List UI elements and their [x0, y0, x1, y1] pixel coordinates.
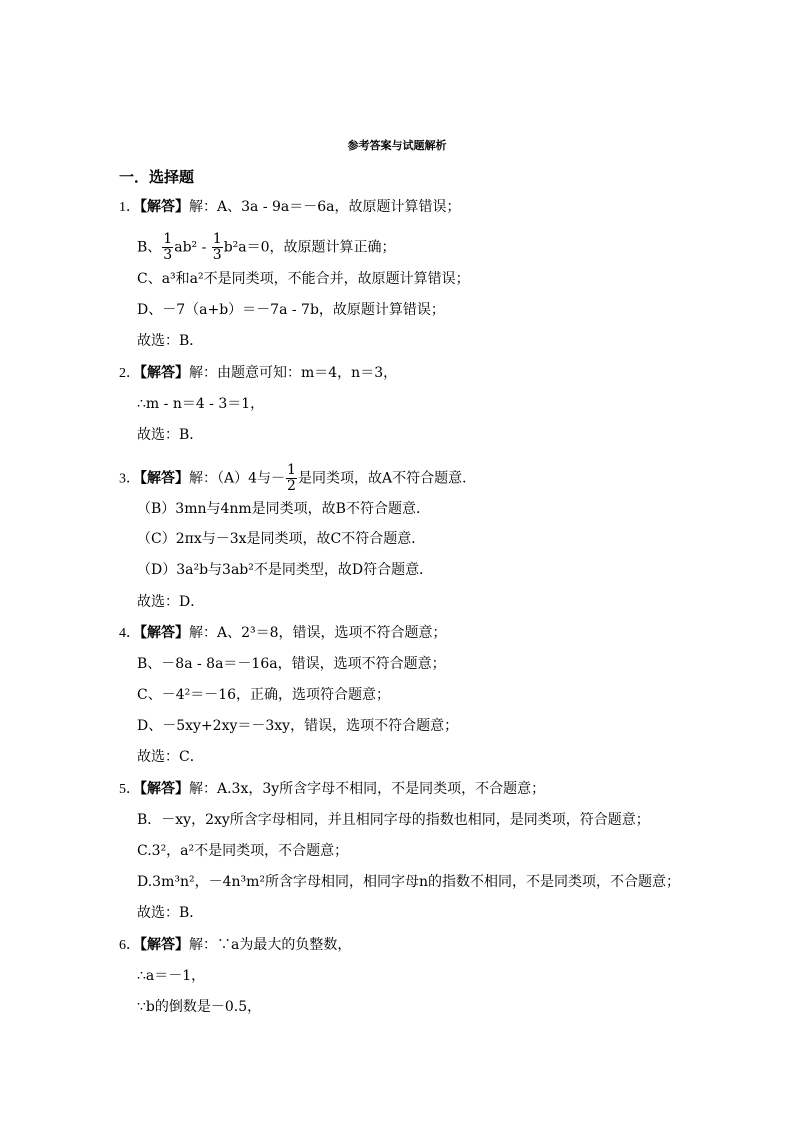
q3-line-5: 故选：D．: [137, 594, 205, 610]
q4-line-2: B、－8a - 8a＝－16a，错误，选项不符合题意；: [137, 656, 446, 672]
q1-line-4: D、－7（a+b）＝－7a - 7b，故原题计算错误；: [137, 302, 445, 318]
q4-line-1: 4．【解答】解：A、2³＝8，错误，选项不符合题意；: [119, 625, 447, 641]
q2-line-1: 2．【解答】解：由题意可知：m＝4，n＝3，: [119, 365, 398, 381]
q6-line-2: ∴a＝－1，: [137, 968, 206, 984]
answer-tag: 【解答】: [140, 781, 189, 797]
q6-line-1: 6．【解答】解：∵a为最大的负整数，: [119, 937, 352, 953]
answer-tag: 【解答】: [140, 470, 189, 487]
q5-line-1: 5．【解答】解：A.3x，3y所含字母不相同，不是同类项，不合题意；: [119, 781, 546, 797]
q1-line-3: C、a³和a²不是同类项，不能合并，故原题计算错误；: [137, 271, 470, 287]
q5-line-5: 故选：B．: [137, 905, 204, 921]
q1-line-1: 1．【解答】解：A、3a - 9a＝－6a，故原题计算错误；: [119, 199, 461, 215]
q1-line-5: 故选：B．: [137, 333, 204, 349]
q1-line-2: B、 $\frac{1}{3}$ ab² - $\frac{1}{3}$ b²a＝0，故原题计算正确；: [137, 231, 396, 263]
q5-line-4: D.3m³n²，－4n³m²所含字母相同，相同字母n的指数不相同，不是同类项，不合题意；: [137, 874, 681, 890]
q4-line-5: 故选：C．: [137, 749, 204, 765]
fraction: $\frac{1}{3}$: [212, 231, 222, 263]
q3-line-3: （C）2πx与－3x是同类项，故C不符合题意．: [137, 531, 426, 547]
q3-line-2: （B）3mn与4nm是同类项，故B不符合题意．: [137, 501, 430, 517]
q4-line-3: C、－4²＝－16，正确，选项符合题意；: [137, 687, 391, 703]
q2-line-3: 故选：B．: [137, 427, 204, 443]
fraction: $\frac{1}{3}$: [163, 231, 173, 263]
page-title: 参考答案与试题解析: [347, 139, 447, 152]
answer-tag: 【解答】: [140, 937, 189, 953]
q3-line-1: 3．【解答】解：（A）4与－ $\frac{1}{2}$ 是同类项，故A不符合题意．: [119, 462, 477, 494]
answer-tag: 【解答】: [140, 625, 189, 641]
fraction: $\frac{1}{2}$: [287, 462, 296, 494]
answer-tag: 【解答】: [140, 365, 189, 381]
q3-line-4: （D）3a²b与3ab²不是同类型，故D符合题意．: [137, 562, 434, 578]
section-heading: 一．选择题: [119, 168, 195, 186]
q2-line-2: ∴m - n＝4 - 3＝1，: [137, 396, 265, 412]
q4-line-4: D、－5xy+2xy＝－3xy，错误，选项不符合题意；: [137, 718, 459, 734]
q5-line-2: B．－xy，2xy所含字母相同，并且相同字母的指数也相同，是同类项，符合题意；: [137, 812, 650, 828]
q5-line-3: C.3²，a²不是同类项，不合题意；: [137, 843, 349, 859]
q6-line-3: ∵b的倒数是－0.5，: [137, 999, 262, 1015]
answer-tag: 【解答】: [140, 199, 189, 215]
